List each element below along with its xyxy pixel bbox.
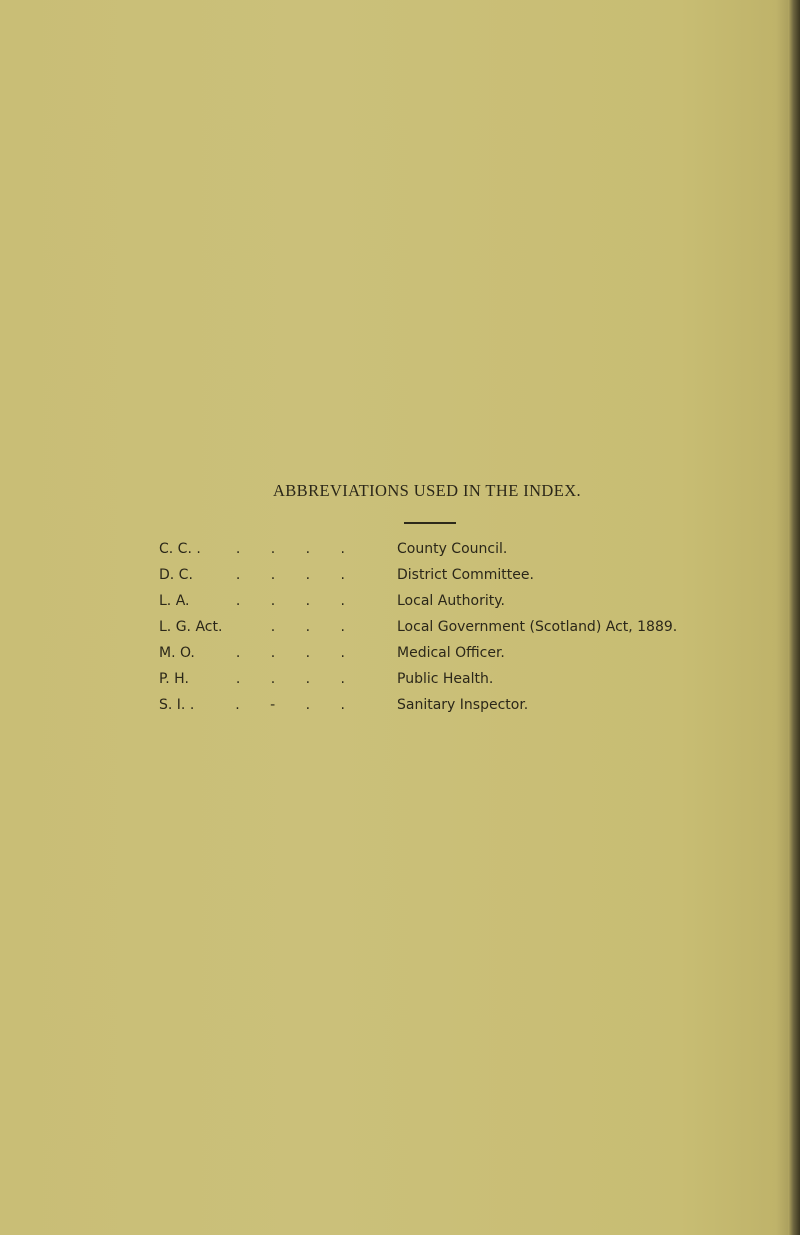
abbreviation: L. A. bbox=[159, 593, 190, 609]
abbreviation-meaning: Local Authority. bbox=[397, 593, 505, 609]
abbreviation-meaning: Medical Officer. bbox=[397, 645, 505, 661]
abbreviation-row bbox=[0, 593, 800, 619]
page-title: ABBREVIATIONS USED IN THE INDEX. bbox=[272, 481, 582, 500]
abbreviation: M. O. bbox=[159, 645, 195, 661]
dot-leader: . . . . bbox=[235, 541, 358, 557]
abbreviation: L. G. Act. bbox=[159, 619, 223, 635]
dot-leader: . . . . bbox=[235, 567, 358, 583]
abbreviation-meaning: County Council. bbox=[397, 541, 508, 557]
abbreviation-row bbox=[0, 541, 800, 567]
abbreviation: C. C. . bbox=[159, 541, 201, 557]
abbreviation-meaning: Sanitary Inspector. bbox=[397, 697, 529, 713]
abbreviation-row bbox=[0, 697, 800, 723]
title-underline-rule bbox=[404, 522, 456, 524]
abbreviation: S. I. . bbox=[159, 697, 195, 713]
dot-leader: . - . . bbox=[235, 697, 358, 713]
abbreviation-row bbox=[0, 645, 800, 671]
abbreviation-row bbox=[0, 671, 800, 697]
abbreviation: D. C. bbox=[159, 567, 193, 583]
abbreviation-row bbox=[0, 567, 800, 593]
abbreviation: P. H. bbox=[159, 671, 189, 687]
dot-leader: . . . . bbox=[235, 671, 358, 687]
dot-leader: . . . . bbox=[235, 593, 358, 609]
abbreviation-meaning: District Committee. bbox=[397, 567, 534, 583]
abbreviation-row bbox=[0, 619, 800, 645]
abbreviation-meaning: Local Government (Scotland) Act, 1889. bbox=[397, 619, 678, 635]
abbreviation-meaning: Public Health. bbox=[397, 671, 494, 687]
dot-leader: . . . bbox=[270, 619, 358, 635]
dot-leader: . . . . bbox=[235, 645, 358, 661]
